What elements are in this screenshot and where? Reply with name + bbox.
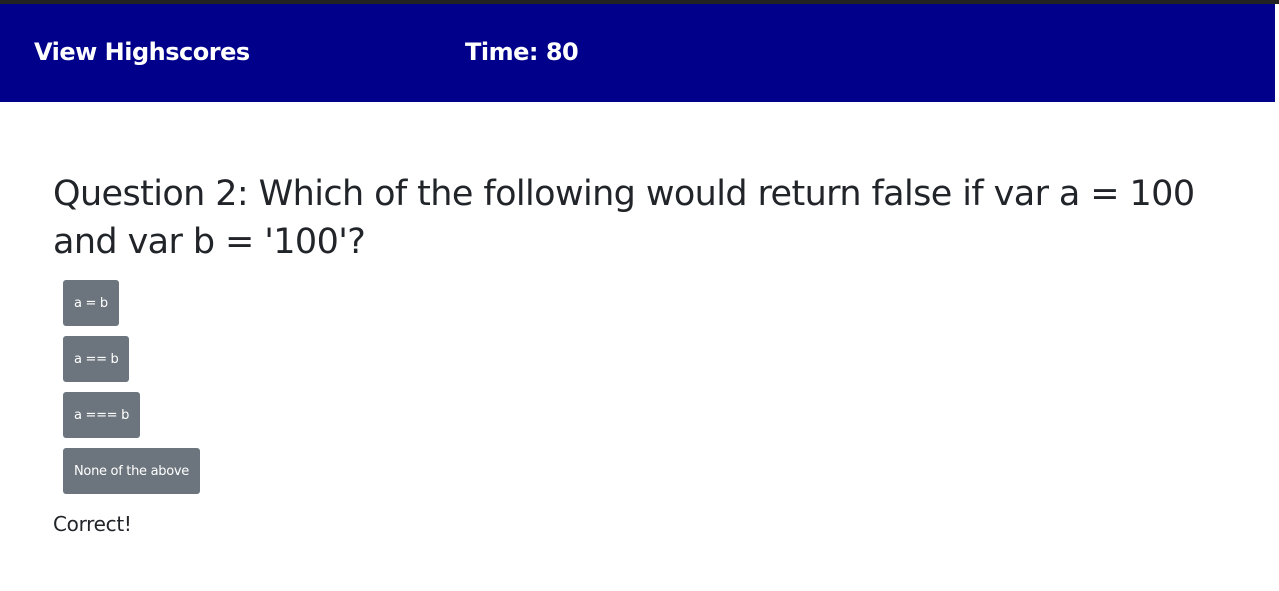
answer-button-2[interactable]: a == b (63, 336, 129, 382)
app-header (0, 4, 1275, 102)
answer-button-3[interactable]: a === b (63, 392, 140, 438)
answer-list (63, 280, 1253, 494)
quiz-container (53, 170, 1253, 536)
answer-feedback: Correct! (53, 512, 132, 536)
view-highscores-link[interactable]: View Highscores (34, 38, 250, 66)
timer-display: Time: 80 (465, 38, 579, 66)
answer-button-1[interactable]: a = b (63, 280, 119, 326)
question-text: Question 2: Which of the following would return false if var a = 100 and var b = '100'? (53, 174, 1195, 262)
answer-button-4[interactable]: None of the above (63, 448, 200, 494)
